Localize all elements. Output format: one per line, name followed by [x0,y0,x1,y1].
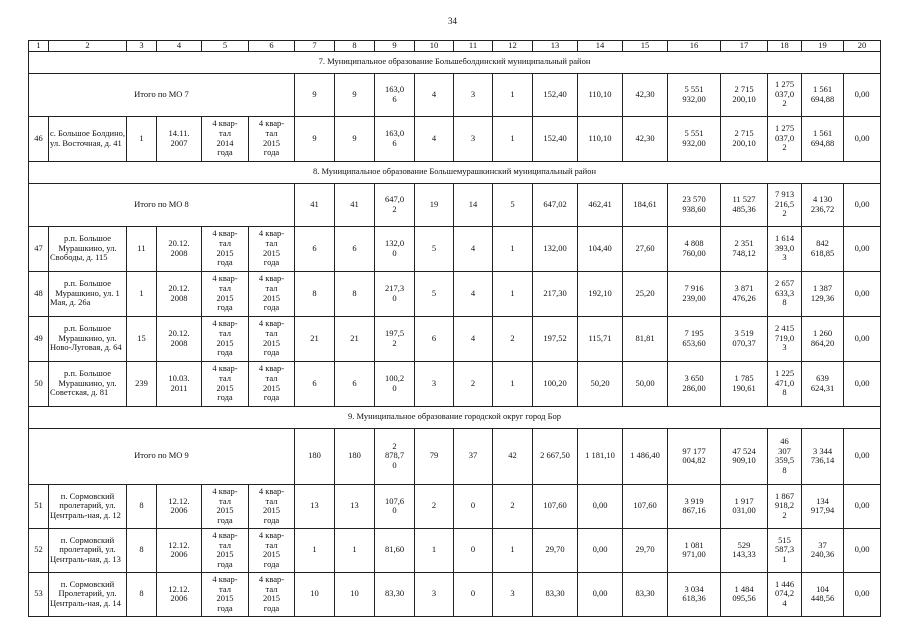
cell-value: 0 [454,528,493,572]
cell-value: 0,00 [844,226,881,271]
cell-value: 1 275 037,0 2 [768,116,802,161]
table-row [29,528,881,572]
total-value: 1 275 037,0 2 [768,73,802,116]
cell-value: 4 квар- тал 2015 года [202,572,249,616]
table-row [29,116,881,161]
cell-value: 1 081 971,00 [668,528,721,572]
column-number: 18 [768,41,802,52]
cell-value: 1 785 190,61 [721,361,768,406]
total-value: 647,0 2 [375,183,415,226]
cell-value: 4 квар- тал 2015 года [202,226,249,271]
cell-value: 9 [295,116,335,161]
total-value: 1 561 694,88 [802,73,844,116]
cell-value: 107,6 0 [375,484,415,528]
section-title-row [29,161,881,183]
total-value: 2 715 200,10 [721,73,768,116]
column-number: 5 [202,41,249,52]
section-title: 9. Муниципальное образование городской округ город Бор [29,406,881,428]
total-value: 46 307 359,5 8 [768,428,802,484]
house-address: п. Сормовский пролетарий, ул. Централь-ная, д. 13 [49,528,127,572]
total-value: 9 [295,73,335,116]
total-value: 4 130 236,72 [802,183,844,226]
cell-value: 10 [295,572,335,616]
total-value: 79 [415,428,454,484]
cell-value: 6 [335,361,375,406]
cell-value: 0,00 [578,528,623,572]
cell-value: 529 143,33 [721,528,768,572]
cell-value: 163,0 6 [375,116,415,161]
total-value: 42,30 [623,73,668,116]
cell-value: 4 квар- тал 2015 года [202,271,249,316]
cell-value: 12.12. 2006 [157,484,202,528]
column-number: 17 [721,41,768,52]
row-number: 46 [29,116,49,161]
cell-value: 50,00 [623,361,668,406]
cell-value: 29,70 [623,528,668,572]
cell-value: 104,40 [578,226,623,271]
cell-value: 0 [454,484,493,528]
cell-value: 4 квар- тал 2015 года [202,484,249,528]
section-title: 8. Муниципальное образование Большемурашкинский муниципальный район [29,161,881,183]
total-value: 2 878,7 0 [375,428,415,484]
cell-value: 3 [415,572,454,616]
cell-value: 0,00 [578,572,623,616]
cell-value: 4 квар- тал 2015 года [249,361,295,406]
total-value: 1 486,40 [623,428,668,484]
row-number: 50 [29,361,49,406]
cell-value: 1 446 074,2 4 [768,572,802,616]
cell-value: 20.12. 2008 [157,271,202,316]
cell-value: 515 587,3 1 [768,528,802,572]
column-number: 12 [493,41,533,52]
housing-register-table [28,40,881,617]
total-label: Итого по МО 7 [29,73,295,116]
row-number: 49 [29,316,49,361]
cell-value: 83,30 [375,572,415,616]
cell-value: 1 225 471,0 8 [768,361,802,406]
cell-value: 3 650 286,00 [668,361,721,406]
total-label: Итого по МО 9 [29,428,295,484]
cell-value: 0 [454,572,493,616]
cell-value: 6 [335,226,375,271]
cell-value: 4 квар- тал 2015 года [202,528,249,572]
cell-value: 1 [493,226,533,271]
column-number: 1 [29,41,49,52]
column-number: 9 [375,41,415,52]
column-number: 20 [844,41,881,52]
cell-value: 1 [127,116,157,161]
total-value: 180 [295,428,335,484]
cell-value: 8 [127,572,157,616]
cell-value: 0,00 [578,484,623,528]
total-value: 0,00 [844,183,881,226]
cell-value: 7 195 653,60 [668,316,721,361]
cell-value: 3 [415,361,454,406]
cell-value: 1 [335,528,375,572]
total-value: 9 [335,73,375,116]
total-value: 4 [415,73,454,116]
cell-value: 239 [127,361,157,406]
cell-value: 13 [295,484,335,528]
cell-value: 10.03. 2011 [157,361,202,406]
column-number: 11 [454,41,493,52]
cell-value: 3 871 476,26 [721,271,768,316]
cell-value: 4 квар- тал 2015 года [249,271,295,316]
cell-value: 83,30 [533,572,578,616]
row-number: 52 [29,528,49,572]
column-number: 7 [295,41,335,52]
cell-value: 217,3 0 [375,271,415,316]
cell-value: 7 916 239,00 [668,271,721,316]
row-number: 51 [29,484,49,528]
table-row [29,484,881,528]
total-value: 3 344 736,14 [802,428,844,484]
total-value: 0,00 [844,73,881,116]
cell-value: 132,00 [533,226,578,271]
cell-value: 1 [493,116,533,161]
total-value: 37 [454,428,493,484]
cell-value: 20.12. 2008 [157,316,202,361]
table-row [29,361,881,406]
house-address: р.п. Большое Мурашкино, ул. 1 Мая, д. 26а [49,271,127,316]
cell-value: 192,10 [578,271,623,316]
section-total-row [29,73,881,116]
table-row [29,271,881,316]
cell-value: 42,30 [623,116,668,161]
cell-value: 11 [127,226,157,271]
section-title-row [29,406,881,428]
cell-value: 3 519 070,37 [721,316,768,361]
cell-value: 4 квар- тал 2015 года [249,116,295,161]
cell-value: 1 [295,528,335,572]
cell-value: 4 [454,316,493,361]
column-number: 19 [802,41,844,52]
cell-value: 2 [454,361,493,406]
cell-value: 1 [415,528,454,572]
cell-value: 12.12. 2006 [157,528,202,572]
total-value: 41 [295,183,335,226]
section-title-row [29,51,881,73]
cell-value: 6 [295,361,335,406]
total-value: 3 [454,73,493,116]
cell-value: 132,0 0 [375,226,415,271]
cell-value: 107,60 [533,484,578,528]
cell-value: 27,60 [623,226,668,271]
cell-value: 152,40 [533,116,578,161]
cell-value: 0,00 [844,116,881,161]
cell-value: 3 [454,116,493,161]
cell-value: 8 [127,484,157,528]
cell-value: 6 [295,226,335,271]
cell-value: 4 квар- тал 2015 года [249,528,295,572]
cell-value: 9 [335,116,375,161]
cell-value: 1 [493,271,533,316]
cell-value: 81,60 [375,528,415,572]
total-value: 23 570 938,60 [668,183,721,226]
row-number: 47 [29,226,49,271]
cell-value: 1 867 918,2 2 [768,484,802,528]
cell-value: 1 [493,361,533,406]
cell-value: 1 [493,528,533,572]
cell-value: 4 [454,226,493,271]
cell-value: 197,52 [533,316,578,361]
total-value: 47 524 909,10 [721,428,768,484]
cell-value: 37 240,36 [802,528,844,572]
cell-value: 1 387 129,36 [802,271,844,316]
cell-value: 15 [127,316,157,361]
total-value: 180 [335,428,375,484]
cell-value: 5 551 932,00 [668,116,721,161]
total-value: 42 [493,428,533,484]
column-number: 3 [127,41,157,52]
cell-value: 25,20 [623,271,668,316]
column-number: 14 [578,41,623,52]
cell-value: 4 квар- тал 2015 года [249,484,295,528]
cell-value: 134 917,94 [802,484,844,528]
cell-value: 3 034 618,36 [668,572,721,616]
cell-value: 14.11. 2007 [157,116,202,161]
section-title: 7. Муниципальное образование Большеболдинский муниципальный район [29,51,881,73]
total-value: 5 [493,183,533,226]
cell-value: 2 [493,484,533,528]
cell-value: 5 [415,271,454,316]
column-number: 16 [668,41,721,52]
cell-value: 4 квар- тал 2015 года [249,572,295,616]
cell-value: 217,30 [533,271,578,316]
total-value: 0,00 [844,428,881,484]
cell-value: 104 448,56 [802,572,844,616]
cell-value: 110,10 [578,116,623,161]
cell-value: 2 715 200,10 [721,116,768,161]
cell-value: 842 618,85 [802,226,844,271]
cell-value: 1 260 864,20 [802,316,844,361]
cell-value: 100,20 [533,361,578,406]
page-number: 34 [448,16,457,26]
cell-value: 21 [335,316,375,361]
cell-value: 0,00 [844,528,881,572]
cell-value: 20.12. 2008 [157,226,202,271]
cell-value: 2 [493,316,533,361]
cell-value: 0,00 [844,572,881,616]
house-address: р.п. Большое Мурашкино, ул. Советская, д. 81 [49,361,127,406]
column-number: 15 [623,41,668,52]
total-value: 1 [493,73,533,116]
total-value: 462,41 [578,183,623,226]
house-address: с. Большое Болдино, ул. Восточная, д. 41 [49,116,127,161]
cell-value: 639 624,31 [802,361,844,406]
total-value: 110,10 [578,73,623,116]
total-value: 41 [335,183,375,226]
cell-value: 6 [415,316,454,361]
cell-value: 4 квар- тал 2015 года [202,316,249,361]
cell-value: 83,30 [623,572,668,616]
total-value: 5 551 932,00 [668,73,721,116]
cell-value: 4 квар- тал 2015 года [202,361,249,406]
cell-value: 12.12. 2006 [157,572,202,616]
cell-value: 2 [415,484,454,528]
cell-value: 5 [415,226,454,271]
total-value: 19 [415,183,454,226]
cell-value: 0,00 [844,271,881,316]
table-row [29,316,881,361]
table-row [29,572,881,616]
cell-value: 0,00 [844,484,881,528]
cell-value: 4 [415,116,454,161]
cell-value: 4 квар- тал 2014 года [202,116,249,161]
column-number-header [29,41,881,52]
cell-value: 8 [335,271,375,316]
cell-value: 4 квар- тал 2015 года [249,226,295,271]
total-value: 1 181,10 [578,428,623,484]
house-address: р.п. Большое Мурашкино, ул. Свободы, д. 115 [49,226,127,271]
section-total-row [29,428,881,484]
cell-value: 2 657 633,3 8 [768,271,802,316]
cell-value: 100,2 0 [375,361,415,406]
table-row [29,226,881,271]
cell-value: 50,20 [578,361,623,406]
cell-value: 1 484 095,56 [721,572,768,616]
cell-value: 13 [335,484,375,528]
cell-value: 21 [295,316,335,361]
cell-value: 81,81 [623,316,668,361]
total-value: 184,61 [623,183,668,226]
cell-value: 4 квар- тал 2015 года [249,316,295,361]
cell-value: 2 415 719,0 3 [768,316,802,361]
total-value: 7 913 216,5 2 [768,183,802,226]
house-address: р.п. Большое Мурашкино, ул. Ново-Луговая, д. 64 [49,316,127,361]
cell-value: 107,60 [623,484,668,528]
cell-value: 10 [335,572,375,616]
cell-value: 1 [127,271,157,316]
total-value: 14 [454,183,493,226]
total-value: 11 527 485,36 [721,183,768,226]
row-number: 53 [29,572,49,616]
column-number: 13 [533,41,578,52]
column-number: 8 [335,41,375,52]
cell-value: 3 919 867,16 [668,484,721,528]
total-value: 97 177 004,82 [668,428,721,484]
total-value: 163,0 6 [375,73,415,116]
column-number: 4 [157,41,202,52]
total-value: 2 667,50 [533,428,578,484]
row-number: 48 [29,271,49,316]
section-total-row [29,183,881,226]
cell-value: 8 [295,271,335,316]
cell-value: 115,71 [578,316,623,361]
cell-value: 1 614 393,0 3 [768,226,802,271]
column-number: 6 [249,41,295,52]
cell-value: 0,00 [844,316,881,361]
cell-value: 3 [493,572,533,616]
house-address: п. Сормовский пролетарий, ул. Централь-ная, д. 12 [49,484,127,528]
cell-value: 8 [127,528,157,572]
cell-value: 2 351 748,12 [721,226,768,271]
cell-value: 1 561 694,88 [802,116,844,161]
cell-value: 29,70 [533,528,578,572]
cell-value: 197,5 2 [375,316,415,361]
column-number: 2 [49,41,127,52]
cell-value: 0,00 [844,361,881,406]
column-number: 10 [415,41,454,52]
total-label: Итого по МО 8 [29,183,295,226]
cell-value: 1 917 031,00 [721,484,768,528]
total-value: 647,02 [533,183,578,226]
total-value: 152,40 [533,73,578,116]
cell-value: 4 [454,271,493,316]
house-address: п. Сормовский Пролетарий, ул. Централь-ная, д. 14 [49,572,127,616]
cell-value: 4 808 760,00 [668,226,721,271]
